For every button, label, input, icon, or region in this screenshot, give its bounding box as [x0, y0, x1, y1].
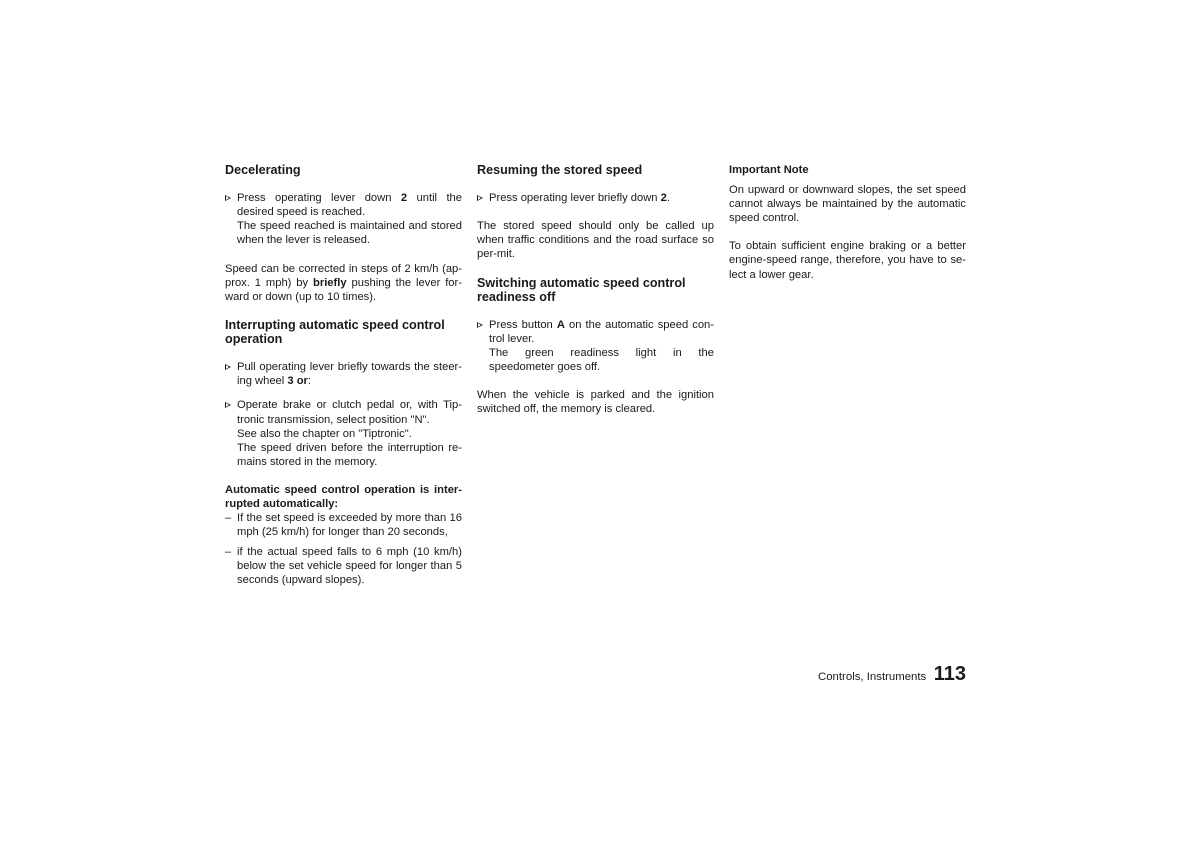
- paragraph-slopes: On upward or downward slopes, the set speed cannot always be maintained by the automatic speed control.: [729, 184, 966, 225]
- triangle-bullet-icon: [225, 402, 231, 408]
- triangle-bullet-icon: [225, 364, 231, 370]
- triangle-bullet-icon: [477, 195, 483, 201]
- page-number: 113: [933, 663, 966, 685]
- subheading-auto-interrupted: Automatic speed control operation is inter-rupted automatically:: [225, 483, 462, 511]
- step-press-lever-briefly: Press operating lever briefly down 2.: [477, 191, 714, 205]
- paragraph-speed-correction: Speed can be corrected in steps of 2 km/h (ap-prox. 1 mph) by briefly pushing the lever for-ward or down (up to 10 times).: [225, 262, 462, 303]
- dash-bullet: –: [225, 546, 232, 559]
- step-press-lever-down: Press operating lever down 2 until the desired speed is reached. The speed reached is maintained and stored when the lever is released.: [225, 191, 462, 247]
- heading-interrupting: Interrupting automatic speed control operation: [225, 317, 445, 347]
- paragraph-stored-speed: The stored speed should only be called up when traffic conditions and the road surface so per-mit.: [477, 220, 714, 261]
- step-pull-lever: Pull operating lever briefly towards the steer-ing wheel 3 or:: [225, 360, 462, 388]
- section-title: Controls, Instruments: [818, 671, 927, 683]
- dash-item-exceeded: – If the set speed is exceeded by more than 16 mph (25 km/h) for longer than 20 seconds,: [225, 512, 462, 539]
- page-footer: [818, 661, 966, 687]
- heading-important-note: Important Note: [729, 164, 809, 176]
- dash-item-falls: – if the actual speed falls to 6 mph (10 km/h) below the set vehicle speed for longer than 5 seconds (upward slopes).: [225, 546, 462, 587]
- column-3: [729, 163, 966, 282]
- triangle-bullet-icon: [477, 322, 483, 328]
- column-2: [477, 163, 714, 417]
- heading-resuming: Resuming the stored speed: [477, 163, 643, 177]
- dash-bullet: –: [225, 512, 232, 525]
- triangle-bullet-icon: [225, 195, 231, 201]
- paragraph-engine-braking: To obtain sufficient engine braking or a better engine-speed range, therefore, you have to se-lect a lower gear.: [729, 240, 966, 281]
- heading-switching-off: Switching automatic speed control readiness off: [477, 275, 686, 304]
- heading-decelerating: Decelerating: [225, 163, 301, 177]
- column-1: [225, 163, 462, 588]
- step-press-button-a: Press button A on the automatic speed con-trol lever. The green readiness light in the speedometer goes off.: [477, 318, 714, 374]
- paragraph-memory-cleared: When the vehicle is parked and the ignition switched off, the memory is cleared.: [477, 389, 714, 416]
- step-operate-brake: Operate brake or clutch pedal or, with Tip-tronic transmission, select position "N". See also the chapter on "Tiptronic". The speed driven before the interruption re-mains stored in the memory.: [225, 398, 462, 468]
